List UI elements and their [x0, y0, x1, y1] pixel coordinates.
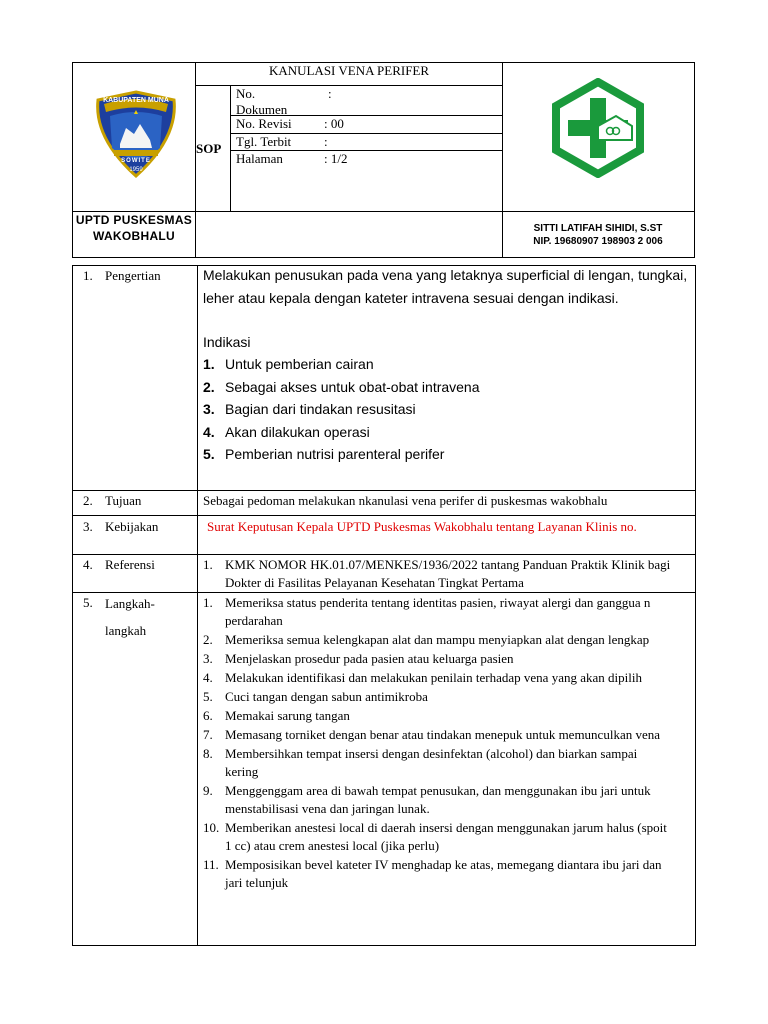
row-num-tujuan: 2.: [83, 493, 93, 508]
list-item: 6. Memakai sarung tangan: [203, 708, 350, 723]
referensi-list: [203, 556, 673, 592]
meta-label-revisi: No. Revisi: [236, 116, 292, 131]
sop-label: SOP: [196, 141, 222, 156]
list-item: 1. KMK NOMOR HK.01.07/MENKES/1936/2022 tantang Panduan Praktik Klinik bagi Dokter di Fasilitas Pelayanan Kesehatan Tingkat Pertama: [203, 557, 671, 590]
list-item: 5. Cuci tangan dengan sabun antimikroba: [203, 689, 428, 704]
row-num-kebijakan: 3.: [83, 519, 93, 534]
list-item: 4. Akan dilakukan operasi: [203, 423, 370, 440]
list-item: 3. Bagian dari tindakan resusitasi: [203, 401, 416, 417]
row-label-kebijakan: Kebijakan: [105, 519, 159, 534]
logo-top-text: KABUPATEN MUNA: [103, 97, 169, 104]
row-label-tujuan: Tujuan: [105, 493, 142, 508]
signer-nip: NIP. 19680907 198903 2 006: [533, 236, 663, 247]
kebijakan-text: Surat Keputusan Kepala UPTD Puskesmas Wakobhalu tentang Layanan Klinis no.: [207, 519, 637, 534]
row-label-referensi: Referensi: [105, 557, 155, 572]
list-item: 1. Untuk pemberian cairan: [203, 356, 374, 372]
sop-title: KANULASI VENA PERIFER: [268, 63, 430, 78]
list-item: 2. Sebagai akses untuk obat-obat intravena: [203, 378, 480, 395]
logo-bottom-text: SOWITE: [121, 158, 151, 164]
signer-name: SITTI LATIFAH SIHIDI, S.ST: [533, 223, 663, 234]
meta-value-terbit: :: [324, 134, 328, 149]
logo-year: 1959: [129, 167, 143, 173]
indikasi-list: [203, 353, 691, 466]
kabupaten-muna-logo: [90, 88, 182, 180]
list-item: 3. Menjelaskan prosedur pada pasien atau keluarga pasien: [203, 651, 514, 666]
list-item: 2. Memeriksa semua kelengkapan alat dan mampu menyiapkan alat dengan lengkap: [203, 632, 650, 647]
list-item: 1. Memeriksa status penderita tentang identitas pasien, riwayat alergi dan ganggua n perdarahan: [203, 595, 651, 628]
meta-label-dokumen: No. Dokumen: [236, 86, 288, 117]
meta-label-halaman: Halaman: [236, 151, 283, 166]
meta-label-terbit: Tgl. Terbit: [236, 134, 292, 149]
indikasi-heading: Indikasi: [203, 334, 251, 350]
meta-value-revisi: : 00: [324, 116, 344, 131]
list-item: 7. Memasang torniket dengan benar atau tindakan menepuk untuk memunculkan vena: [203, 727, 660, 742]
row-label-pengertian: Pengertian: [105, 268, 161, 283]
list-item: 10. Memberikan anestesi local di daerah insersi dengan menggunakan jarum halus (spoit 1 cc) atau crem anestesi local (jika perlu): [203, 820, 667, 853]
row-num-referensi: 4.: [83, 557, 93, 572]
row-label-langkah: Langkah- langkah: [105, 596, 155, 638]
list-item: 4. Melakukan identifikasi dan melakukan penilain terhadap vena yang akan dipilih: [203, 670, 642, 685]
org-name: UPTD PUSKESMAS WAKOBHALU: [75, 213, 193, 243]
list-item: 8. Membersihkan tempat insersi dengan desinfektan (alcohol) dan biarkan sampai kering: [203, 746, 638, 779]
pengertian-paragraph: Melakukan penusukan pada vena yang letaknya superficial di lengan, tungkai, leher atau kepala dengan kateter intravena sesuai dengan indikasi.: [203, 267, 688, 306]
list-item: 11. Memposisikan bevel kateter IV menghadap ke atas, memegang diantara ibu jari dan jari telunjuk: [203, 857, 662, 890]
meta-value-halaman: : 1/2: [324, 151, 348, 166]
list-item: 5. Pemberian nutrisi parenteral perifer: [203, 446, 445, 462]
langkah-list: [203, 594, 673, 893]
meta-value-dokumen: :: [328, 86, 332, 101]
tujuan-text: Sebagai pedoman melakukan nkanulasi vena perifer di puskesmas wakobhalu: [203, 493, 608, 508]
puskesmas-logo: [548, 78, 648, 178]
row-num-pengertian: 1.: [83, 268, 93, 283]
row-num-langkah: 5.: [83, 595, 93, 610]
list-item: 9. Menggenggam area di bawah tempat penusukan, dan menggunakan ibu jari untuk menstabilisasi vena dan jaringan lunak.: [203, 783, 651, 816]
